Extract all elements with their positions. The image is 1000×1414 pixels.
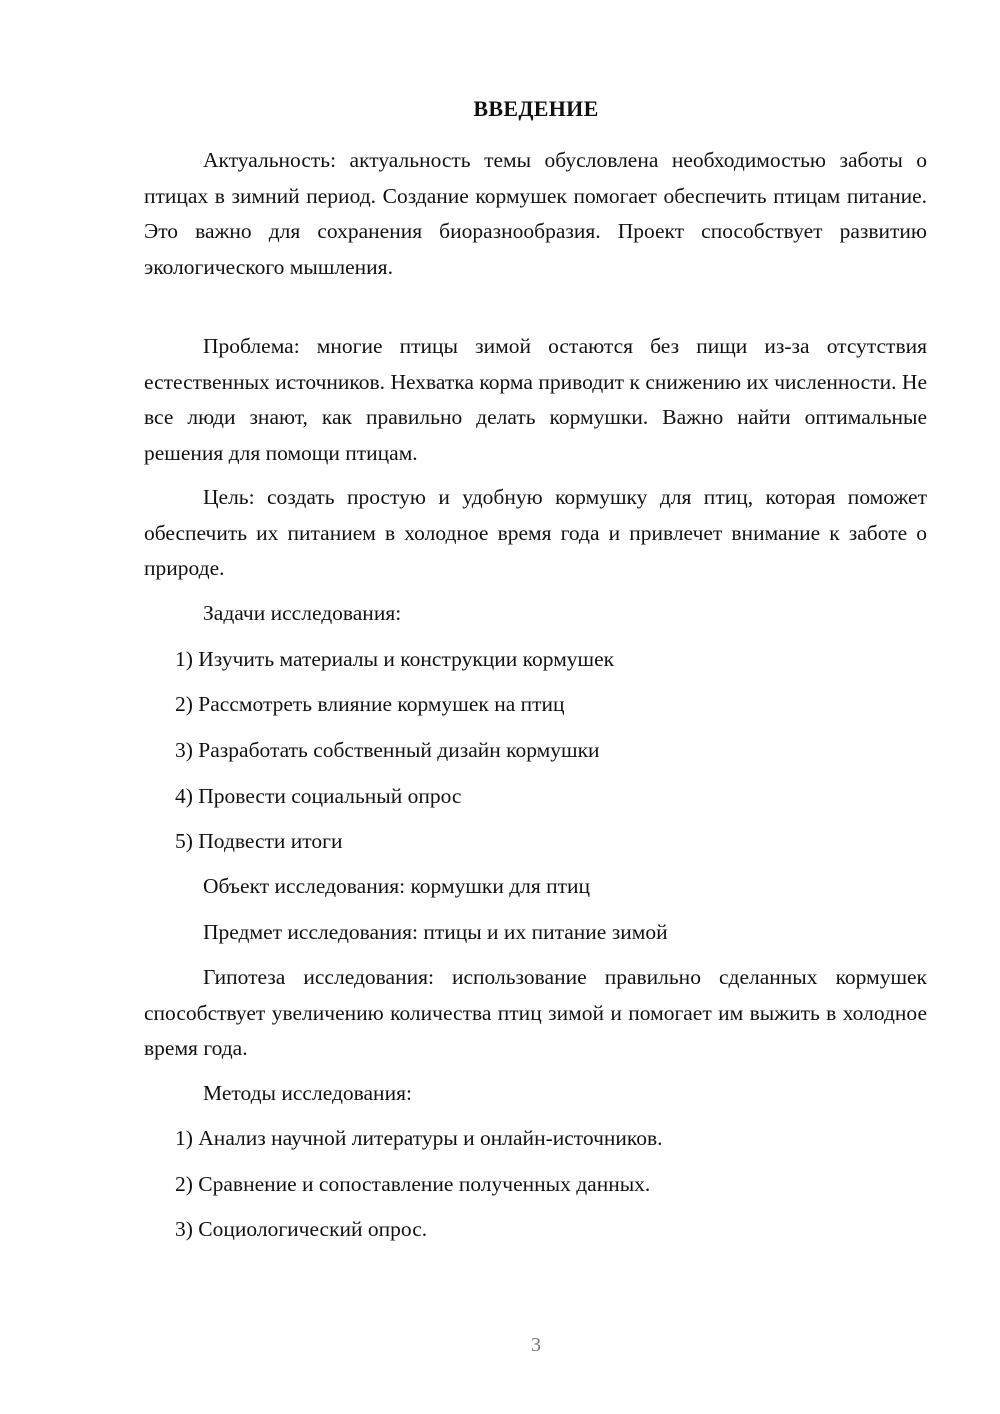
problem-paragraph: Проблема: многие птицы зимой остаются без пищи из-за отсутствия естественных источников. Нехватка корма приводит к снижению их численности. Не все люди знают, как правильно делать кормушки. Важно найти оптимальные решения для помощи птицам. [144, 334, 927, 465]
task-item-3: 3) Разработать собственный дизайн кормушки [175, 738, 600, 762]
task-item-2: 2) Рассмотреть влияние кормушек на птиц [175, 692, 565, 716]
goal-paragraph: Цель: создать простую и удобную кормушку для птиц, которая поможет обеспечить их питанием в холодное время года и привлечет внимание к заботе о природе. [144, 485, 927, 580]
task-item-1: 1) Изучить материалы и конструкции кормушек [175, 647, 615, 671]
tasks-heading: Задачи исследования: [203, 601, 402, 625]
methods-heading: Методы исследования: [203, 1081, 412, 1105]
method-item-2: 2) Сравнение и сопоставление полученных данных. [175, 1172, 651, 1196]
problem-paragraph-block [144, 329, 927, 471]
research-subject: Предмет исследования: птицы и их питание зимой [203, 920, 668, 944]
relevance-paragraph: Актуальность: актуальность темы обусловлена необходимостью заботы о птицах в зимний период. Создание кормушек помогает обеспечить птицам питание. Это важно для сохранения биоразнообразия. Проект способствует развитию экологического мышления. [144, 148, 927, 279]
research-object: Объект исследования: кормушки для птиц [203, 874, 591, 898]
method-item-1: 1) Анализ научной литературы и онлайн-источников. [175, 1126, 663, 1150]
method-item-3: 3) Социологический опрос. [175, 1217, 428, 1241]
hypothesis-paragraph-block [144, 960, 927, 1067]
task-item-4: 4) Провести социальный опрос [175, 784, 462, 808]
hypothesis-paragraph: Гипотеза исследования: использование правильно сделанных кормушек способствует увеличению количества птиц зимой и помогает им выжить в холодное время года. [144, 965, 927, 1060]
task-item-5: 5) Подвести итоги [175, 829, 343, 853]
page-title: ВВЕДЕНИЕ [473, 96, 599, 121]
goal-paragraph-block [144, 480, 927, 587]
relevance-paragraph-block [144, 143, 927, 285]
page-number: 3 [531, 1334, 541, 1356]
